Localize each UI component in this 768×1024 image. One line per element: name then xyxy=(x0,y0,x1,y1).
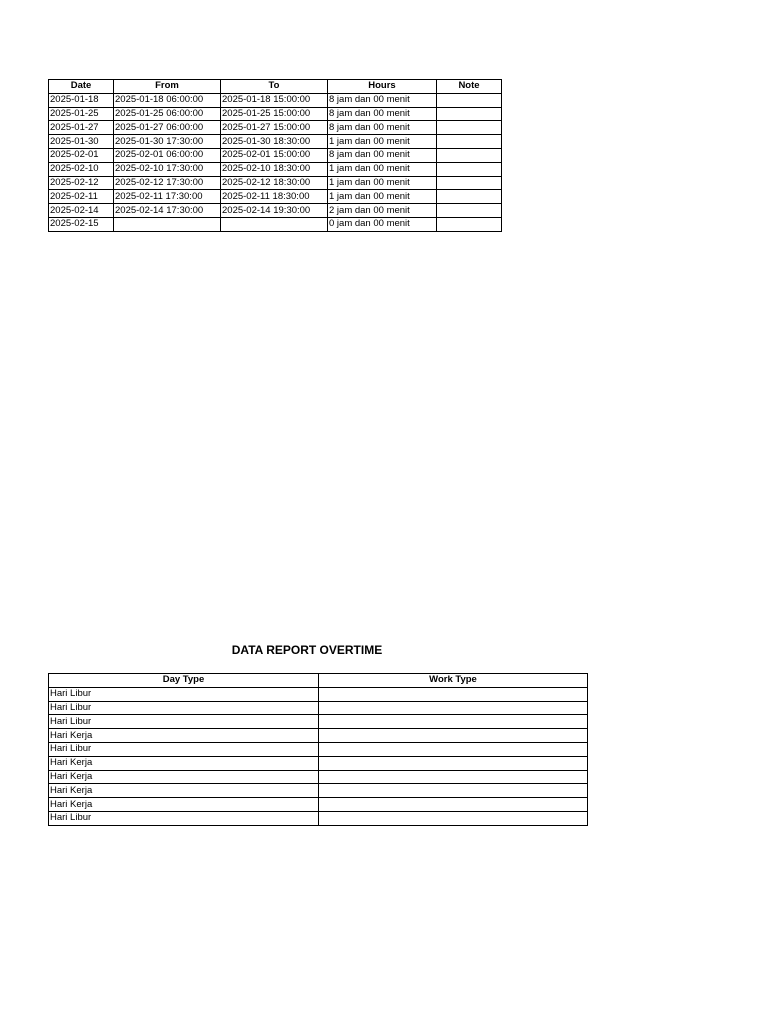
report-table-body xyxy=(49,687,588,825)
hours-cell: 0 jam dan 00 menit xyxy=(328,217,437,231)
column-header-note: Note xyxy=(437,80,502,94)
table-row xyxy=(49,107,502,121)
to-cell: 2025-02-11 18:30:00 xyxy=(221,190,328,204)
report-title: DATA REPORT OVERTIME xyxy=(231,643,383,657)
date-cell: 2025-01-18 xyxy=(49,93,114,107)
from-cell: 2025-02-12 17:30:00 xyxy=(114,176,221,190)
day-type-cell: Hari Libur xyxy=(49,715,319,729)
hours-cell: 2 jam dan 00 menit xyxy=(328,204,437,218)
note-cell xyxy=(437,121,502,135)
to-cell xyxy=(221,217,328,231)
column-header-to: To xyxy=(221,80,328,94)
table-row xyxy=(49,148,502,162)
note-cell xyxy=(437,93,502,107)
note-cell xyxy=(437,176,502,190)
day-type-cell: Hari Kerja xyxy=(49,756,319,770)
date-cell: 2025-01-30 xyxy=(49,135,114,149)
table-row xyxy=(49,701,588,715)
work-type-cell xyxy=(319,715,588,729)
date-cell: 2025-02-11 xyxy=(49,190,114,204)
to-cell: 2025-02-01 15:00:00 xyxy=(221,148,328,162)
table-row xyxy=(49,204,502,218)
table-row xyxy=(49,217,502,231)
from-cell: 2025-02-01 06:00:00 xyxy=(114,148,221,162)
column-header-work-type: Work Type xyxy=(319,674,588,688)
work-type-cell xyxy=(319,784,588,798)
report-table-header-row xyxy=(49,674,588,688)
from-cell: 2025-02-14 17:30:00 xyxy=(114,204,221,218)
hours-cell: 1 jam dan 00 menit xyxy=(328,176,437,190)
from-cell: 2025-01-30 17:30:00 xyxy=(114,135,221,149)
to-cell: 2025-02-14 19:30:00 xyxy=(221,204,328,218)
work-type-cell xyxy=(319,770,588,784)
date-cell: 2025-02-12 xyxy=(49,176,114,190)
note-cell xyxy=(437,107,502,121)
column-header-day-type: Day Type xyxy=(49,674,319,688)
note-cell xyxy=(437,204,502,218)
table-row xyxy=(49,756,588,770)
hours-cell: 8 jam dan 00 menit xyxy=(328,121,437,135)
date-cell: 2025-02-15 xyxy=(49,217,114,231)
table-row xyxy=(49,729,588,743)
date-cell: 2025-02-14 xyxy=(49,204,114,218)
table-row xyxy=(49,121,502,135)
overtime-table-body xyxy=(49,93,502,231)
hours-cell: 1 jam dan 00 menit xyxy=(328,190,437,204)
note-cell xyxy=(437,148,502,162)
day-type-cell: Hari Kerja xyxy=(49,729,319,743)
to-cell: 2025-02-10 18:30:00 xyxy=(221,162,328,176)
date-cell: 2025-02-01 xyxy=(49,148,114,162)
date-cell: 2025-01-27 xyxy=(49,121,114,135)
date-cell: 2025-01-25 xyxy=(49,107,114,121)
from-cell: 2025-01-27 06:00:00 xyxy=(114,121,221,135)
overtime-table xyxy=(48,79,502,232)
hours-cell: 8 jam dan 00 menit xyxy=(328,107,437,121)
day-type-cell: Hari Libur xyxy=(49,701,319,715)
table-row xyxy=(49,715,588,729)
date-cell: 2025-02-10 xyxy=(49,162,114,176)
table-row xyxy=(49,798,588,812)
note-cell xyxy=(437,217,502,231)
to-cell: 2025-02-12 18:30:00 xyxy=(221,176,328,190)
table-row xyxy=(49,135,502,149)
day-type-cell: Hari Libur xyxy=(49,811,319,825)
overtime-table-header-row xyxy=(49,80,502,94)
column-header-hours: Hours xyxy=(328,80,437,94)
hours-cell: 8 jam dan 00 menit xyxy=(328,148,437,162)
from-cell xyxy=(114,217,221,231)
note-cell xyxy=(437,135,502,149)
table-row xyxy=(49,190,502,204)
from-cell: 2025-01-18 06:00:00 xyxy=(114,93,221,107)
work-type-cell xyxy=(319,742,588,756)
table-row xyxy=(49,742,588,756)
to-cell: 2025-01-30 18:30:00 xyxy=(221,135,328,149)
day-type-cell: Hari Libur xyxy=(49,742,319,756)
column-header-date: Date xyxy=(49,80,114,94)
hours-cell: 8 jam dan 00 menit xyxy=(328,93,437,107)
hours-cell: 1 jam dan 00 menit xyxy=(328,135,437,149)
report-table xyxy=(48,673,588,826)
table-row xyxy=(49,784,588,798)
day-type-cell: Hari Kerja xyxy=(49,798,319,812)
work-type-cell xyxy=(319,687,588,701)
table-row xyxy=(49,162,502,176)
note-cell xyxy=(437,162,502,176)
hours-cell: 1 jam dan 00 menit xyxy=(328,162,437,176)
to-cell: 2025-01-18 15:00:00 xyxy=(221,93,328,107)
to-cell: 2025-01-27 15:00:00 xyxy=(221,121,328,135)
to-cell: 2025-01-25 15:00:00 xyxy=(221,107,328,121)
table-row xyxy=(49,687,588,701)
table-row xyxy=(49,770,588,784)
table-row xyxy=(49,93,502,107)
column-header-from: From xyxy=(114,80,221,94)
work-type-cell xyxy=(319,729,588,743)
day-type-cell: Hari Libur xyxy=(49,687,319,701)
from-cell: 2025-01-25 06:00:00 xyxy=(114,107,221,121)
work-type-cell xyxy=(319,811,588,825)
table-row xyxy=(49,176,502,190)
day-type-cell: Hari Kerja xyxy=(49,784,319,798)
note-cell xyxy=(437,190,502,204)
work-type-cell xyxy=(319,701,588,715)
from-cell: 2025-02-10 17:30:00 xyxy=(114,162,221,176)
table-row xyxy=(49,811,588,825)
work-type-cell xyxy=(319,798,588,812)
work-type-cell xyxy=(319,756,588,770)
day-type-cell: Hari Kerja xyxy=(49,770,319,784)
from-cell: 2025-02-11 17:30:00 xyxy=(114,190,221,204)
